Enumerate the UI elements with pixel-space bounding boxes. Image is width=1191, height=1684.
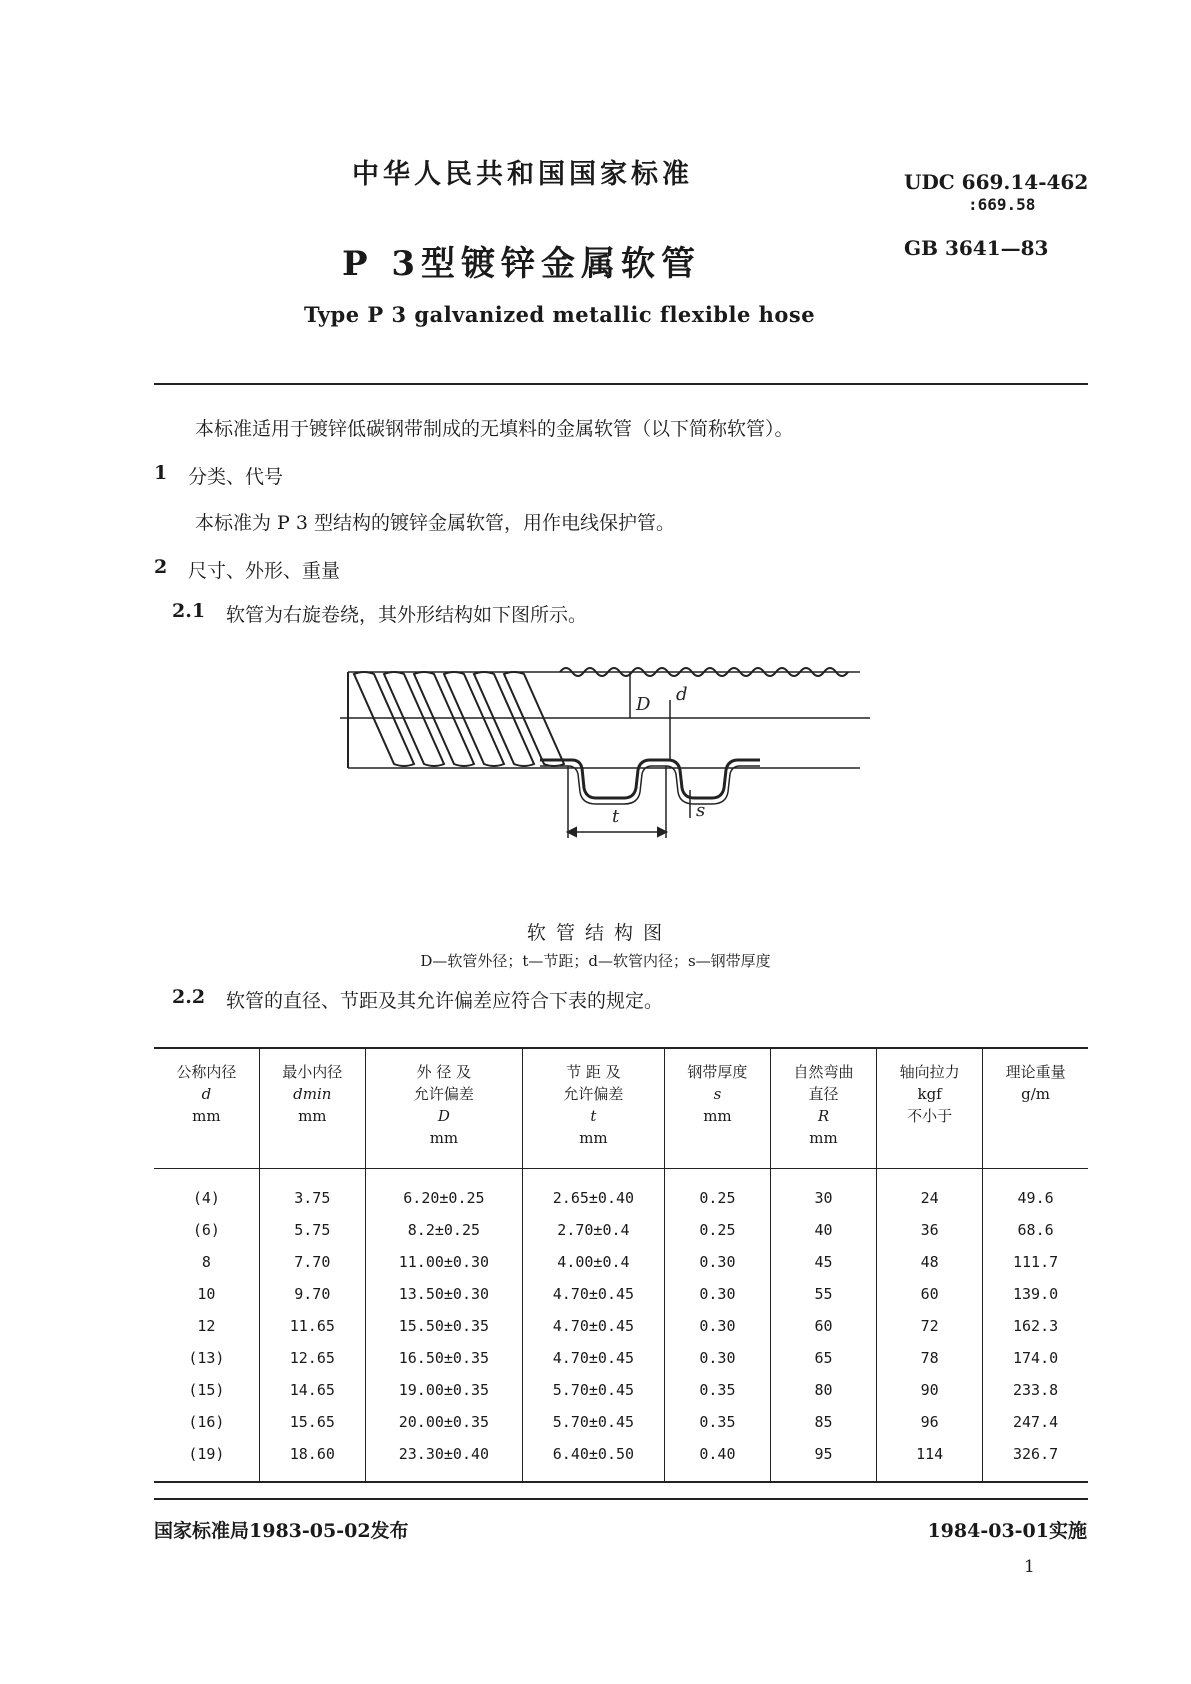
table-cell: 11.65 [259,1310,365,1342]
section-2-1-number: 2.1 [172,600,206,622]
table-cell: 10 [197,1285,216,1303]
table-cell: 11.00±0.30 [365,1246,522,1278]
table-cell: 60 [877,1278,983,1310]
table-cell: 15.65 [259,1406,365,1438]
table-cell: 247.4 [983,1406,1088,1438]
udc-code-continuation: :669.58 [968,195,1036,214]
table-cell: 40 [770,1214,876,1246]
figure-title: 软 管 结 构 图 [526,922,665,944]
table-cell: 16.50±0.35 [365,1342,522,1374]
table-cell: (15) [188,1381,225,1399]
table-cell: 5.75 [259,1214,365,1246]
section-1-text: 本标准为 P 3 型结构的镀锌金属软管，用作电线保护管。 [195,512,675,534]
table-cell: (19) [188,1445,225,1463]
table-cell: 2.65±0.40 [522,1169,664,1215]
table-cell: 0.35 [664,1374,770,1406]
table-cell: 139.0 [983,1278,1088,1310]
table-cell: 95 [770,1438,876,1482]
table-cell: 7.70 [259,1246,365,1278]
table-cell: 48 [877,1246,983,1278]
header-strip-thickness: 钢带厚度 s mm [664,1048,770,1169]
section-1-title: 分类、代号 [188,466,284,488]
section-1-number: 1 [154,462,168,484]
table-cell: (13) [188,1349,225,1367]
label-d: d [676,684,688,705]
table-cell: 85 [770,1406,876,1438]
figure-caption: D—软管外径；t—节距；d—软管内径；s—钢带厚度 [420,952,771,970]
table-cell: 233.8 [983,1374,1088,1406]
header-theoretical-weight: 理论重量 g/m [983,1048,1088,1169]
table-row [154,1214,1088,1246]
table-cell: 2.70±0.4 [522,1214,664,1246]
section-2-2-text: 软管的直径、节距及其允许偏差应符合下表的规定。 [226,990,664,1012]
table-cell: 49.6 [983,1169,1088,1215]
section-2-number: 2 [154,556,168,578]
table-cell: 78 [877,1342,983,1374]
table-cell: 4.70±0.45 [522,1278,664,1310]
table-cell: 5.70±0.45 [522,1406,664,1438]
table-row [154,1278,1088,1310]
table-cell: 23.30±0.40 [365,1438,522,1482]
section-2-1-text: 软管为右旋卷绕，其外形结构如下图所示。 [226,604,588,626]
table-cell: 0.30 [664,1246,770,1278]
table-row [154,1246,1088,1278]
table-cell: 96 [877,1406,983,1438]
hose-dimension-table [154,1047,1088,1483]
header-pitch: 节 距 及 允许偏差 t mm [522,1048,664,1169]
label-t: t [612,806,620,827]
table-cell: 111.7 [983,1246,1088,1278]
section-2-title: 尺寸、外形、重量 [188,560,341,582]
table-row [154,1342,1088,1374]
table-cell: 6.40±0.50 [522,1438,664,1482]
table-cell: 72 [877,1310,983,1342]
table-row [154,1310,1088,1342]
document-title-cn: P 3型镀锌金属软管 [342,244,702,284]
hose-structure-diagram [340,660,900,850]
table-cell: 4.70±0.45 [522,1342,664,1374]
table-cell: 0.25 [664,1169,770,1215]
table-cell: 55 [770,1278,876,1310]
table-cell: 114 [877,1438,983,1482]
table-cell: 4.70±0.45 [522,1310,664,1342]
issue-date: 国家标准局1983-05-02发布 [154,1520,409,1542]
header-nominal-id: 公称内径 d mm [176,1063,237,1125]
table-cell: 0.30 [664,1310,770,1342]
table-row [154,1438,1088,1482]
table-cell: 36 [877,1214,983,1246]
table-cell: 24 [877,1169,983,1215]
table-cell: 3.75 [259,1169,365,1215]
document-title-en: Type P 3 galvanized metallic flexible hose [304,302,816,327]
table-cell: 12.65 [259,1342,365,1374]
table-cell: 4.00±0.4 [522,1246,664,1278]
udc-code: UDC 669.14-462 [904,170,1089,194]
table-cell: 8.2±0.25 [365,1214,522,1246]
label-s: s [696,800,706,821]
table-cell: 90 [877,1374,983,1406]
footer-divider [154,1498,1088,1500]
page-number: 1 [1024,1557,1035,1577]
table-cell: 0.30 [664,1278,770,1310]
table-cell: 13.50±0.30 [365,1278,522,1310]
standard-org-heading: 中华人民共和国国家标准 [352,159,693,190]
table-cell: 18.60 [259,1438,365,1482]
table-cell: 30 [770,1169,876,1215]
table-cell: 0.30 [664,1342,770,1374]
effective-date: 1984-03-01实施 [927,1520,1087,1542]
table-cell: (6) [192,1221,220,1239]
table-cell: 80 [770,1374,876,1406]
table-cell: (16) [188,1413,225,1431]
header-divider [154,383,1088,385]
intro-paragraph: 本标准适用于镀锌低碳钢带制成的无填料的金属软管（以下简称软管）。 [195,418,794,440]
table-header-row [154,1048,1088,1169]
label-D: D [636,694,651,715]
table-cell: 12 [197,1317,216,1335]
table-cell: 0.40 [664,1438,770,1482]
table-cell: 14.65 [259,1374,365,1406]
table-cell: 174.0 [983,1342,1088,1374]
table-cell: 162.3 [983,1310,1088,1342]
table-cell: 19.00±0.35 [365,1374,522,1406]
header-outer-diameter: 外 径 及 允许偏差 D mm [365,1048,522,1169]
section-2-2-number: 2.2 [172,986,206,1008]
table-cell: 60 [770,1310,876,1342]
table-cell: 65 [770,1342,876,1374]
table-cell: 15.50±0.35 [365,1310,522,1342]
table-cell: 9.70 [259,1278,365,1310]
table-cell: 0.25 [664,1214,770,1246]
table-cell: 6.20±0.25 [365,1169,522,1215]
table-cell: 8 [201,1253,211,1271]
table-cell: 45 [770,1246,876,1278]
table-row [154,1406,1088,1438]
table-cell: 0.35 [664,1406,770,1438]
header-axial-tension: 轴向拉力 kgf 不小于 [877,1048,983,1169]
table-cell: 326.7 [983,1438,1088,1482]
table-cell: 68.6 [983,1214,1088,1246]
table-cell: (4) [192,1189,220,1207]
table-row [154,1169,1088,1215]
table-row [154,1374,1088,1406]
table-cell: 5.70±0.45 [522,1374,664,1406]
header-min-id: 最小内径 dmin mm [259,1048,365,1169]
header-bend-diameter: 自然弯曲 直径 R mm [770,1048,876,1169]
gb-standard-number: GB 3641—83 [904,236,1049,260]
table-cell: 20.00±0.35 [365,1406,522,1438]
